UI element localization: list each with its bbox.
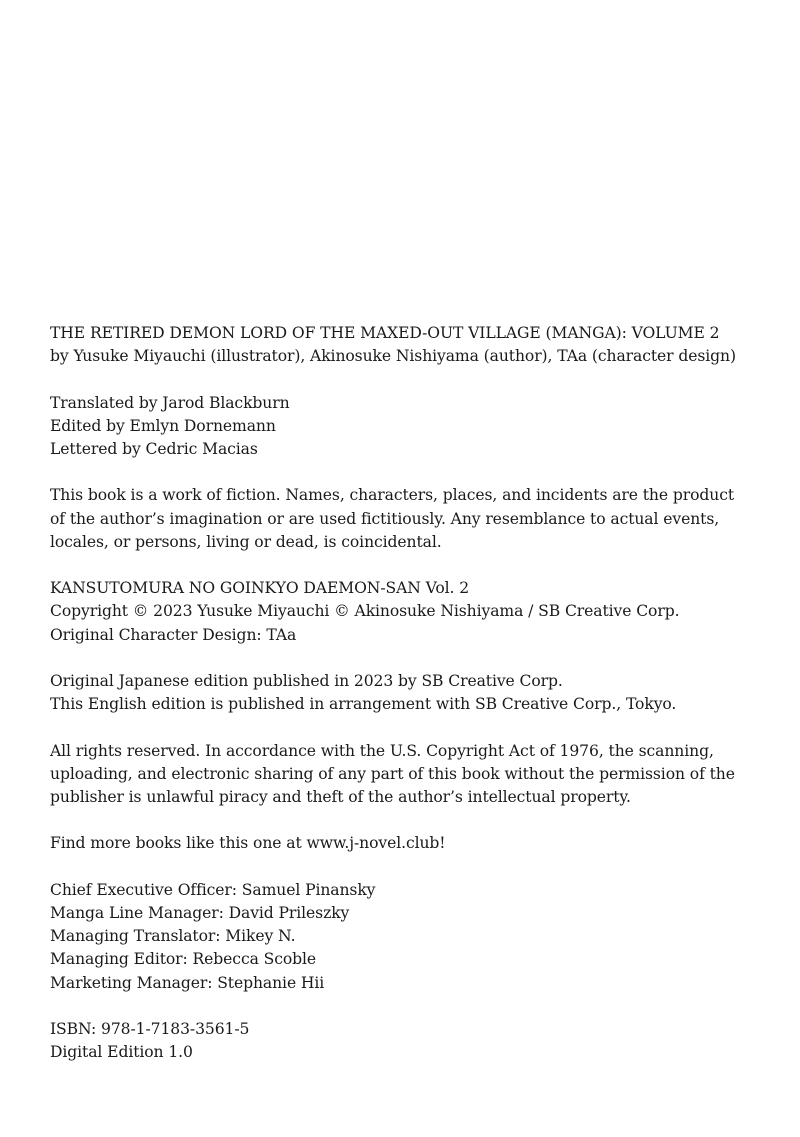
editor-credit: Edited by Emlyn Dornemann (50, 416, 276, 435)
staff-manga-line-manager: Manga Line Manager: David Prileszky (50, 903, 350, 922)
edition-block (50, 670, 740, 716)
fiction-notice: This book is a work of fiction. Names, characters, places, and incidents are the product of the author’s imagination or are used fictitiously. Any resemblance to actual events, locales, or persons, living or dead, is coincidental. (50, 486, 734, 551)
title-block (50, 322, 740, 368)
character-design-line: Original Character Design: TAa (50, 625, 297, 644)
rights-notice: All rights reserved. In accordance with the U.S. Copyright Act of 1976, the scanning, uploading, and electronic sharing of any part of this book without the permission of the publisher is unlawful piracy and theft of the author’s intellectual property. (50, 741, 735, 806)
byline: by Yusuke Miyauchi (illustrator), Akinosuke Nishiyama (author), TAa (character design) (50, 347, 736, 366)
copyright-text (50, 322, 740, 1064)
staff-managing-translator: Managing Translator: Mikey N. (50, 927, 296, 946)
isbn: ISBN: 978-1-7183-3561-5 (50, 1019, 250, 1038)
staff-marketing-manager: Marketing Manager: Stephanie Hii (50, 973, 325, 992)
original-work-block (50, 577, 740, 647)
staff-managing-editor: Managing Editor: Rebecca Scoble (50, 950, 317, 969)
english-edition-line: This English edition is published in arrangement with SB Creative Corp., Tokyo. (50, 695, 677, 714)
letterer-credit: Lettered by Cedric Macias (50, 440, 258, 458)
staff-ceo: Chief Executive Officer: Samuel Pinansky (50, 880, 376, 899)
digital-edition: Digital Edition 1.0 (50, 1043, 193, 1062)
original-title: KANSUTOMURA NO GOINKYO DAEMON-SAN Vol. 2 (50, 579, 470, 598)
copyright-line: Copyright © 2023 Yusuke Miyauchi © Akinosuke Nishiyama / SB Creative Corp. (50, 602, 680, 621)
japanese-edition-line: Original Japanese edition published in 2023 by SB Creative Corp. (50, 671, 563, 690)
book-title: THE RETIRED DEMON LORD OF THE MAXED-OUT VILLAGE (MANGA): VOLUME 2 (50, 324, 720, 342)
translator-credit: Translated by Jarod Blackburn (50, 393, 290, 412)
isbn-block (50, 1018, 740, 1064)
staff-block (50, 879, 740, 995)
find-more-line: Find more books like this one at www.j-novel.club! (50, 834, 446, 853)
credits-block (50, 392, 740, 462)
